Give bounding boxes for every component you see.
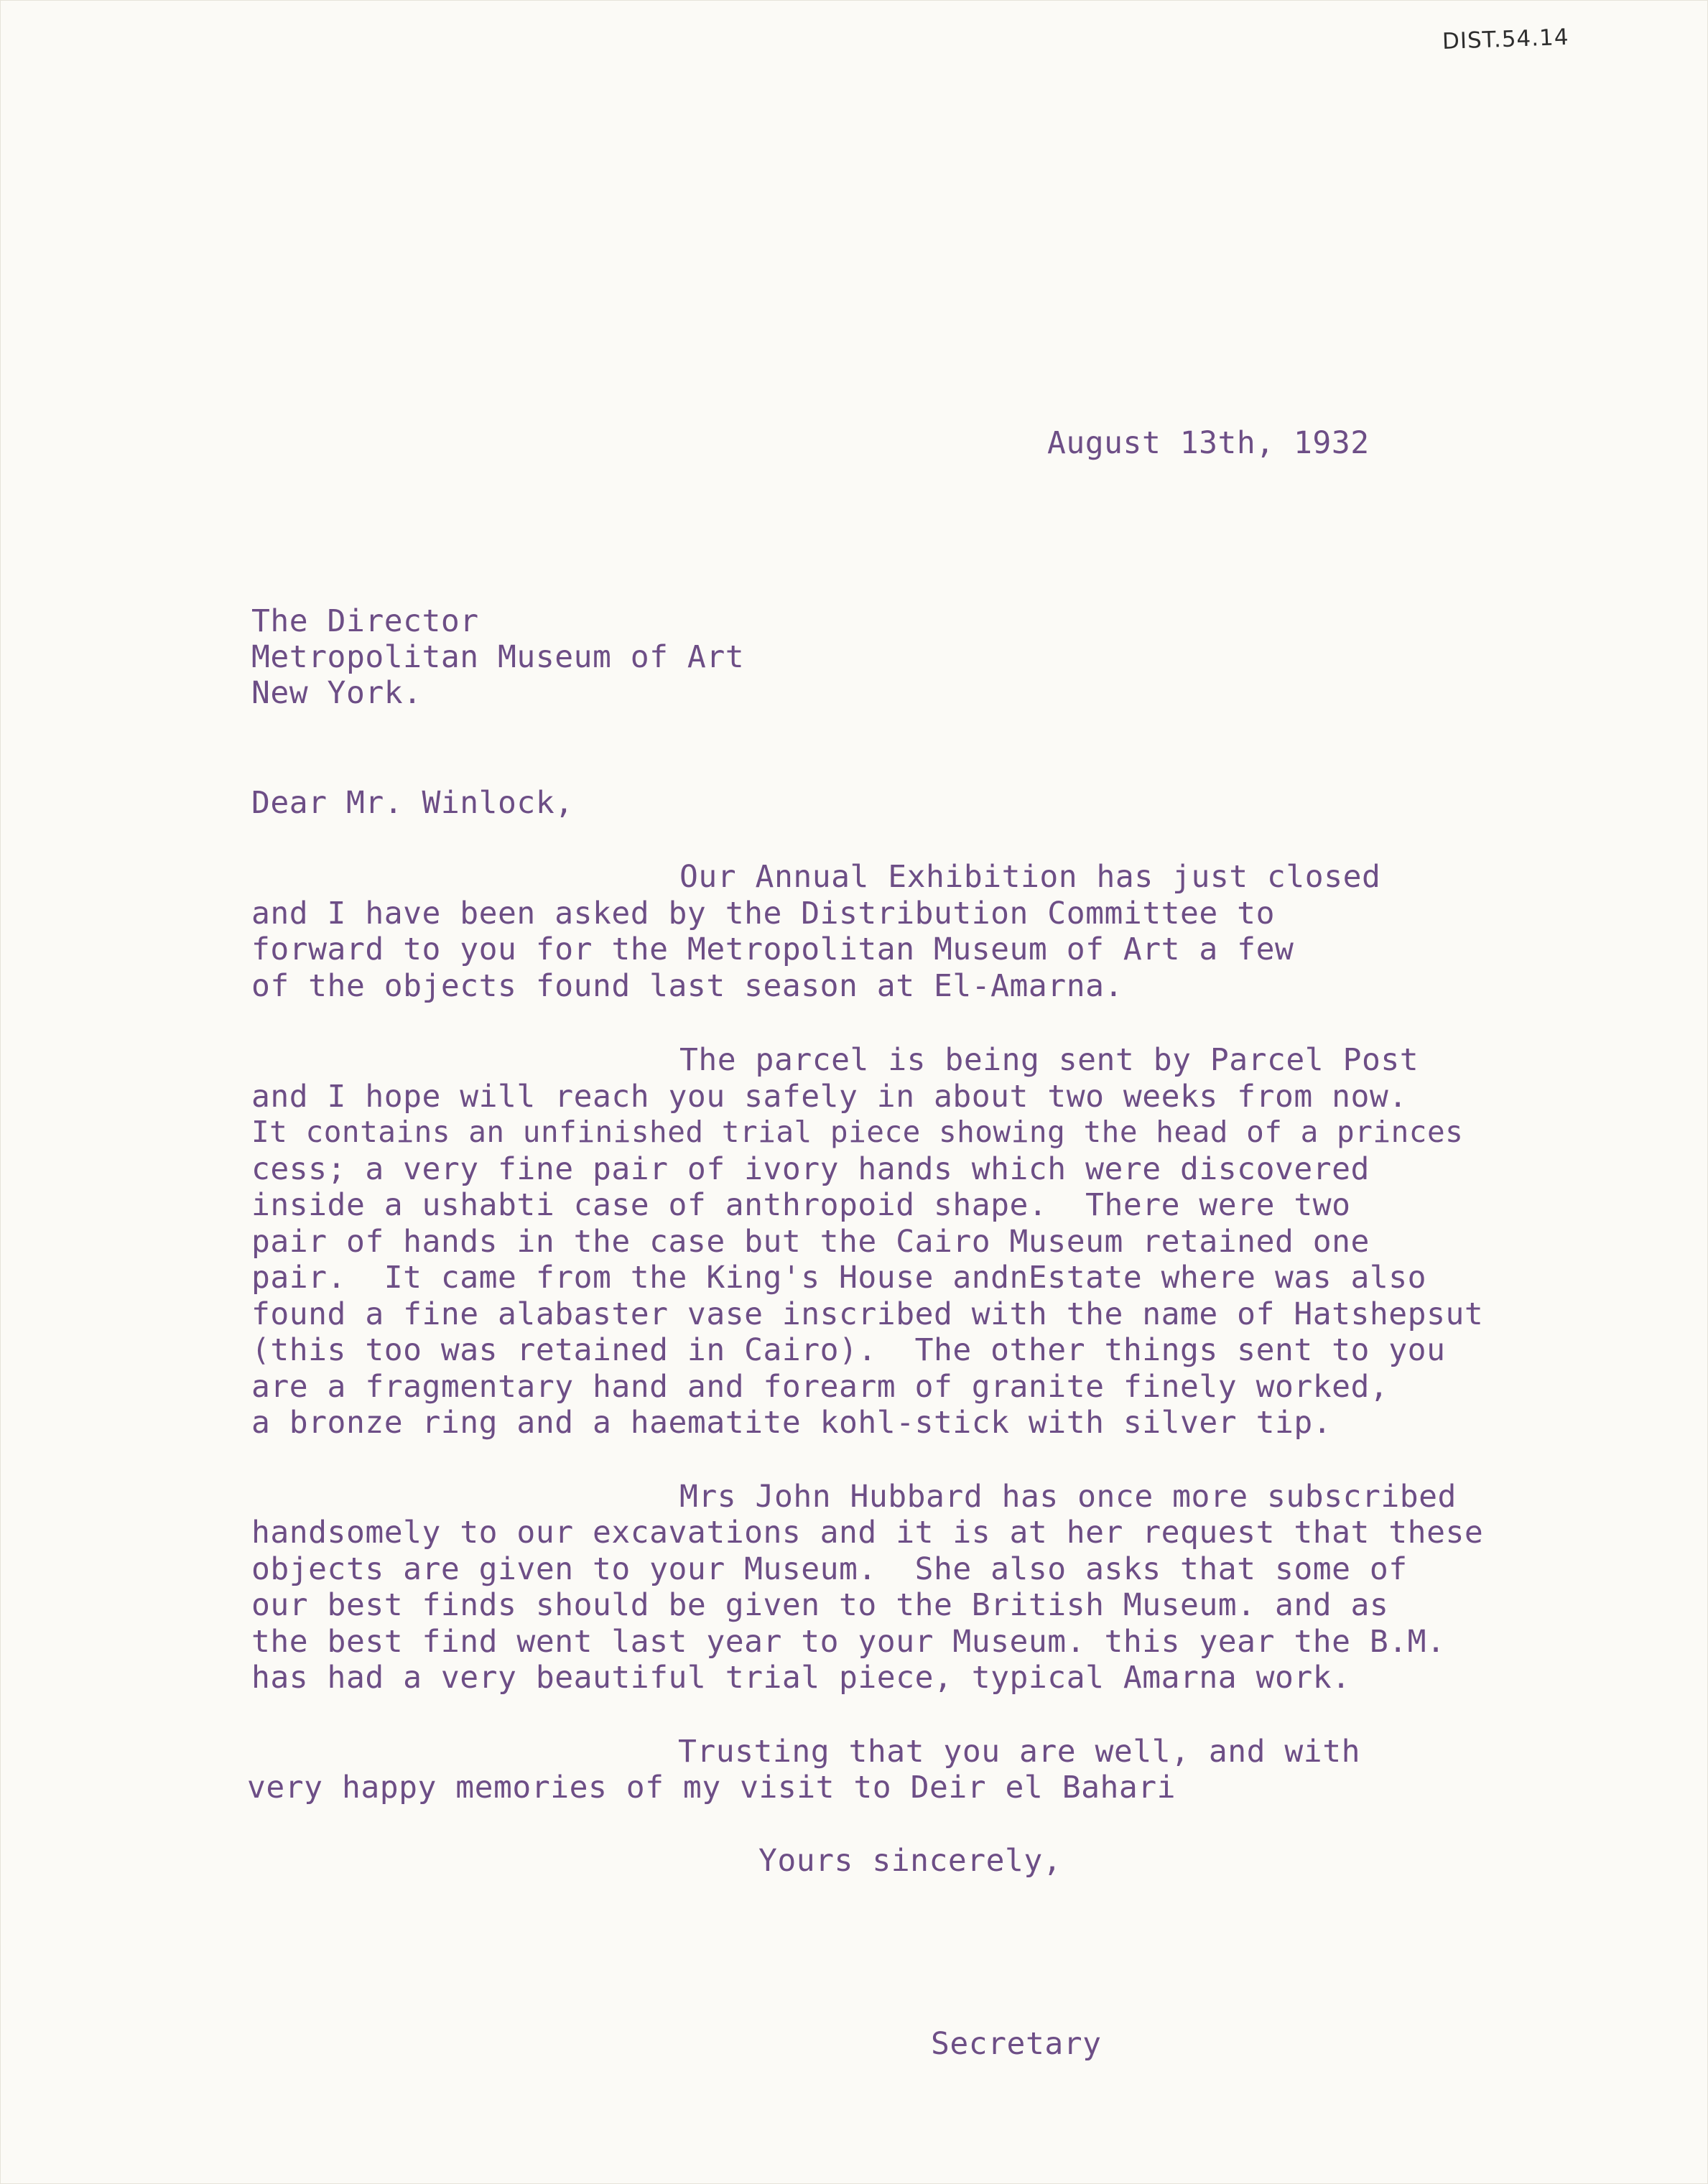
body-line: The parcel is being sent by Parcel Post (679, 1042, 1419, 1078)
body-line: It contains an unfinished trial piece showing the head of a princes (251, 1115, 1464, 1149)
body-line: pair. It came from the King's House andnEstate where was also (251, 1260, 1427, 1296)
body-line: are a fragmentary hand and forearm of granite finely worked, (251, 1369, 1389, 1405)
recipient-line: The Director (251, 603, 479, 639)
body-line: handsomely to our excavations and it is at her request that these (251, 1515, 1484, 1551)
body-line: inside a ushabti case of anthropoid shape. There were two (251, 1187, 1351, 1223)
body-line: objects are given to your Museum. She also asks that some of (251, 1551, 1408, 1587)
body-line: our best finds should be given to the British Museum. and as (251, 1587, 1389, 1623)
body-line: pair of hands in the case but the Cairo Museum retained one (251, 1224, 1370, 1260)
recipient-line: Metropolitan Museum of Art (251, 639, 745, 675)
body-line: and I hope will reach you safely in about two weeks from now. (251, 1079, 1408, 1115)
body-line: very happy memories of my visit to Deir el Bahari (247, 1770, 1176, 1806)
body-line: and I have been asked by the Distribution Committee to (251, 896, 1275, 931)
body-line: found a fine alabaster vase inscribed with the name of Hatshepsut (251, 1296, 1484, 1332)
body-line: cess; a very fine pair of ivory hands which were discovered (251, 1151, 1370, 1187)
body-line: forward to you for the Metropolitan Museum of Art a few (251, 931, 1294, 967)
signature-title: Secretary (931, 2026, 1102, 2062)
archive-reference: DIST.54.14 (1442, 24, 1570, 55)
body-line: Mrs John Hubbard has once more subscribed (679, 1479, 1457, 1515)
letter-date: August 13th, 1932 (1047, 425, 1370, 461)
recipient-line: New York. (251, 675, 422, 711)
body-line: the best find went last year to your Museum. this year the B.M. (251, 1624, 1446, 1660)
closing: Yours sincerely, (758, 1843, 1062, 1879)
body-line: Trusting that you are well, and with (678, 1734, 1360, 1770)
body-line: Our Annual Exhibition has just closed (679, 859, 1381, 895)
body-line: (this too was retained in Cairo). The other things sent to you (251, 1332, 1446, 1368)
body-line: a bronze ring and a haematite kohl-stick with silver tip. (251, 1405, 1332, 1441)
body-line: has had a very beautiful trial piece, typical Amarna work. (251, 1660, 1351, 1696)
salutation: Dear Mr. Winlock, (251, 785, 574, 821)
body-line: of the objects found last season at El-Amarna. (251, 968, 1123, 1004)
